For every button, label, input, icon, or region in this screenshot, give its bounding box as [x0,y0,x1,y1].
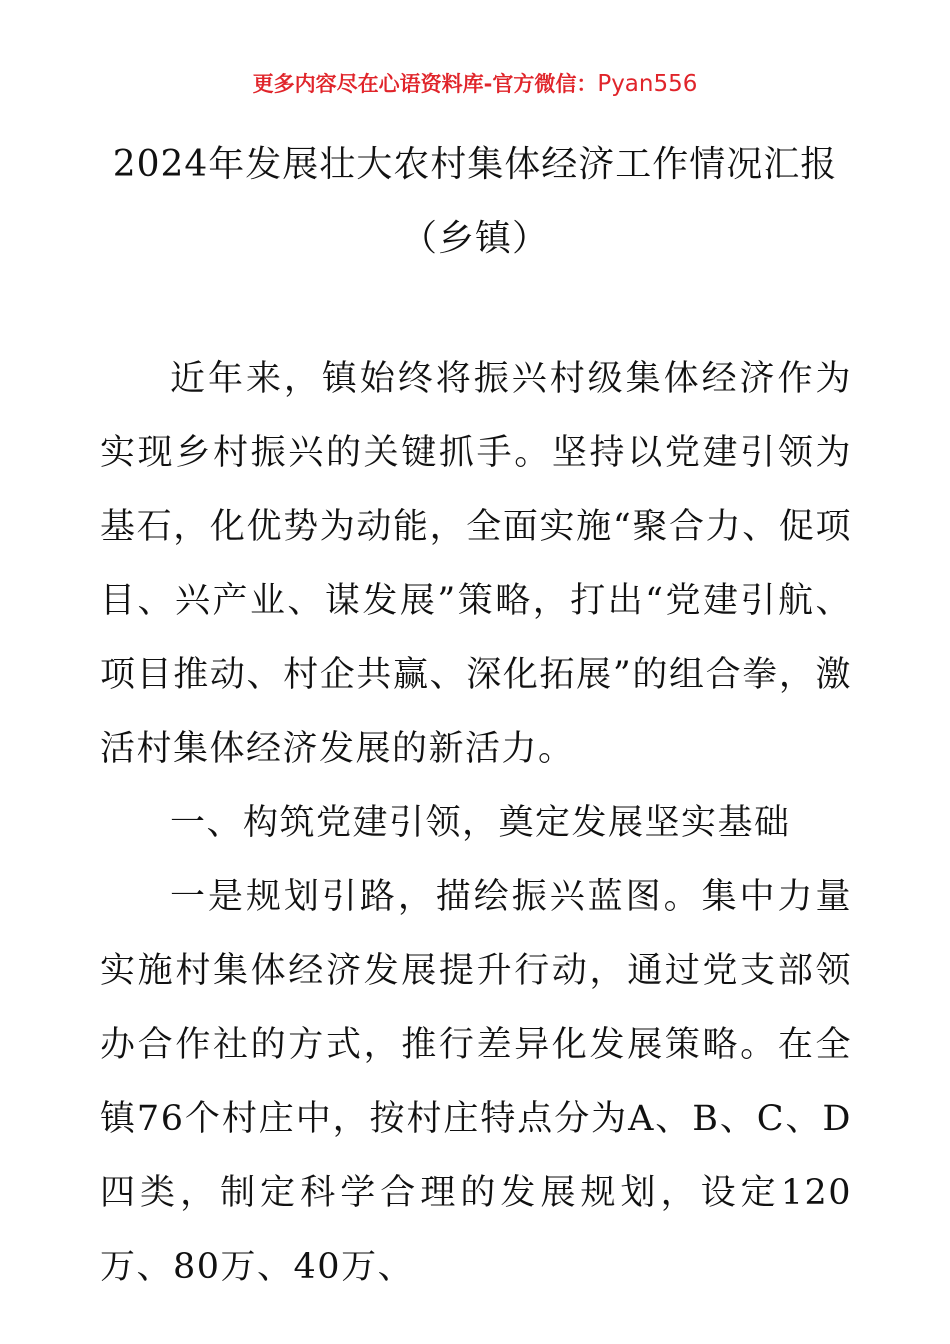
document-body [100,342,852,1304]
watermark-wechat-id: Pyan556 [597,71,698,97]
watermark-text: 更多内容尽在心语资料库-官方微信： [252,72,598,96]
watermark-banner [0,70,950,98]
intro-paragraph: 近年来，镇始终将振兴村级集体经济作为实现乡村振兴的关键抓手。坚持以党建引领为基石，化优势为动能，全面实施“聚合力、促项目、兴产业、谋发展”策略，打出“党建引航、项目推动、村企共赢、深化拓展”的组合拳，激活村集体经济发展的新活力。 [100,359,852,769]
body-paragraph-planning: 一是规划引路，描绘振兴蓝图。集中力量实施村集体经济发展提升行动，通过党支部领办合作社的方式，推行差异化发展策略。在全镇76个村庄中，按村庄特点分为A、B、C、D四类，制定科学合理的发展规划，设定120万、80万、40万、 [100,877,852,1287]
document-title: 2024年发展壮大农村集体经济工作情况汇报（乡镇） [112,144,838,259]
section-heading-1: 一、构筑党建引领，奠定发展坚实基础 [170,803,791,843]
